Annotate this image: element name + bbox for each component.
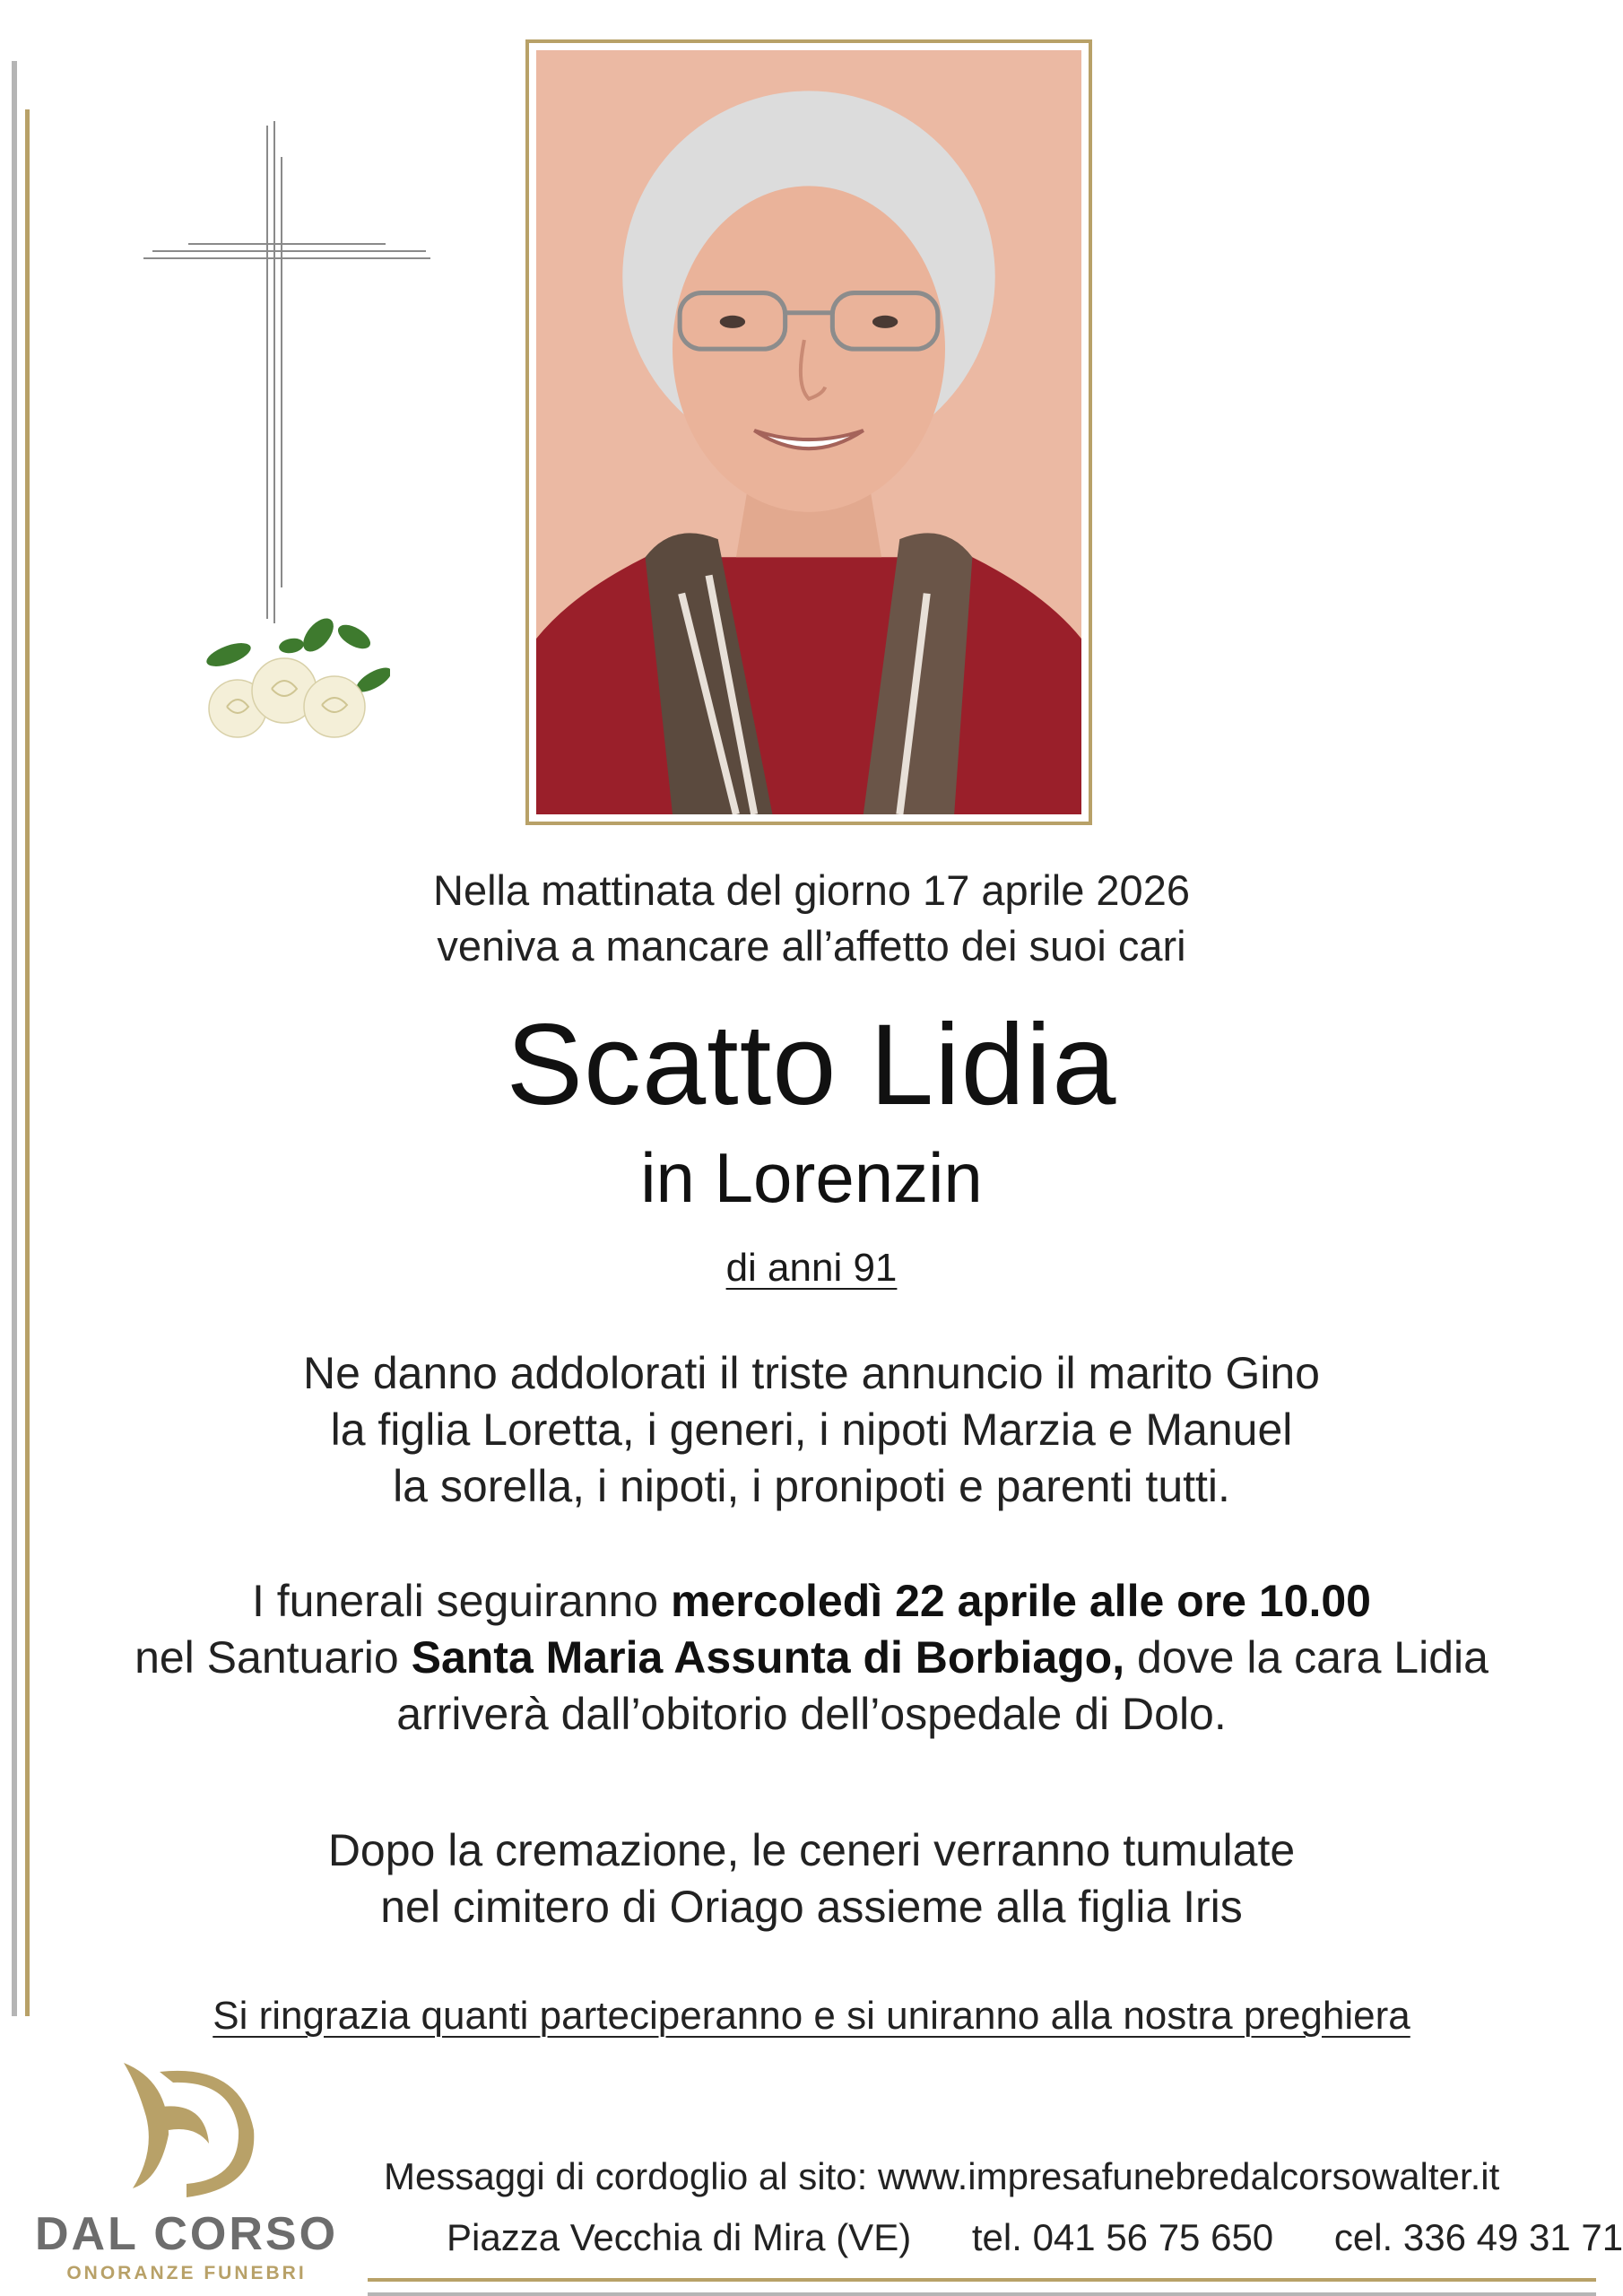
logo-subtitle: ONORANZE FUNEBRI	[66, 2263, 307, 2283]
thanks-line: Si ringrazia quanti parteciperanno e si uniranno alla nostra preghiera	[213, 1994, 1410, 2038]
cremation-line-1: Dopo la cremazione, le ceneri verranno tumulate	[327, 1825, 1296, 1875]
bottom-gray-bar	[368, 2292, 1596, 2296]
funeral-line-2	[0, 1630, 1623, 1686]
announcement-line-2: la figlia Loretta, i generi, i nipoti Marzia e Manuel	[330, 1405, 1293, 1455]
funeral-line-2-prefix: nel Santuario	[135, 1632, 412, 1683]
deceased-name: Scatto Lidia	[506, 1001, 1117, 1129]
announcement-line-1: Ne danno addolorati il triste annuncio il marito Gino	[303, 1348, 1320, 1398]
portrait-frame	[525, 39, 1092, 825]
mobile: cel. 336 49 31 71	[1333, 2216, 1623, 2258]
logo-mark-icon	[106, 2054, 267, 2206]
roses-icon	[202, 610, 390, 753]
funeral-line-3: arriverà dall’obitorio dell’ospedale di Dolo.	[396, 1689, 1227, 1739]
married-name: in Lorenzin	[640, 1138, 983, 1217]
intro-line-1: Nella mattinata del giorno 17 aprile 2026	[433, 866, 1190, 914]
portrait-photo	[536, 50, 1081, 814]
funeral-line-1-prefix: I funerali seguiranno	[252, 1576, 671, 1626]
funeral-church: Santa Maria Assunta di Borbiago,	[411, 1632, 1125, 1683]
logo-name: DAL CORSO	[34, 2208, 339, 2260]
age-value: di anni 91	[725, 1246, 898, 1290]
contact-line	[447, 2213, 1623, 2262]
funeral-line-1	[0, 1573, 1623, 1630]
phone: tel. 041 56 75 650	[971, 2216, 1274, 2258]
cross-icon	[143, 121, 430, 623]
intro-line-2: veniva a mancare all’affetto dei suoi cari	[437, 922, 1186, 970]
thanks-text	[0, 1991, 1623, 2041]
announcement-line-3: la sorella, i nipoti, i pronipoti e parenti tutti.	[393, 1461, 1230, 1511]
funeral-line-2-suffix: dove la cara Lidia	[1124, 1632, 1488, 1683]
cremation-line-2: nel cimitero di Oriago assieme alla figlia Iris	[380, 1882, 1243, 1932]
age-text	[0, 1243, 1623, 1293]
address: Piazza Vecchia di Mira (VE)	[447, 2216, 912, 2258]
funeral-text	[0, 1573, 1623, 1743]
condolences-line: Messaggi di cordoglio al sito: www.impresafunebredalcorsowalter.it	[384, 2155, 1500, 2197]
cremation-text	[0, 1822, 1623, 1935]
intro-text	[0, 863, 1623, 974]
bottom-gold-bar	[368, 2278, 1596, 2282]
funeral-date-time: mercoledì 22 aprile alle ore 10.00	[670, 1576, 1371, 1626]
announcement-text	[0, 1345, 1623, 1515]
